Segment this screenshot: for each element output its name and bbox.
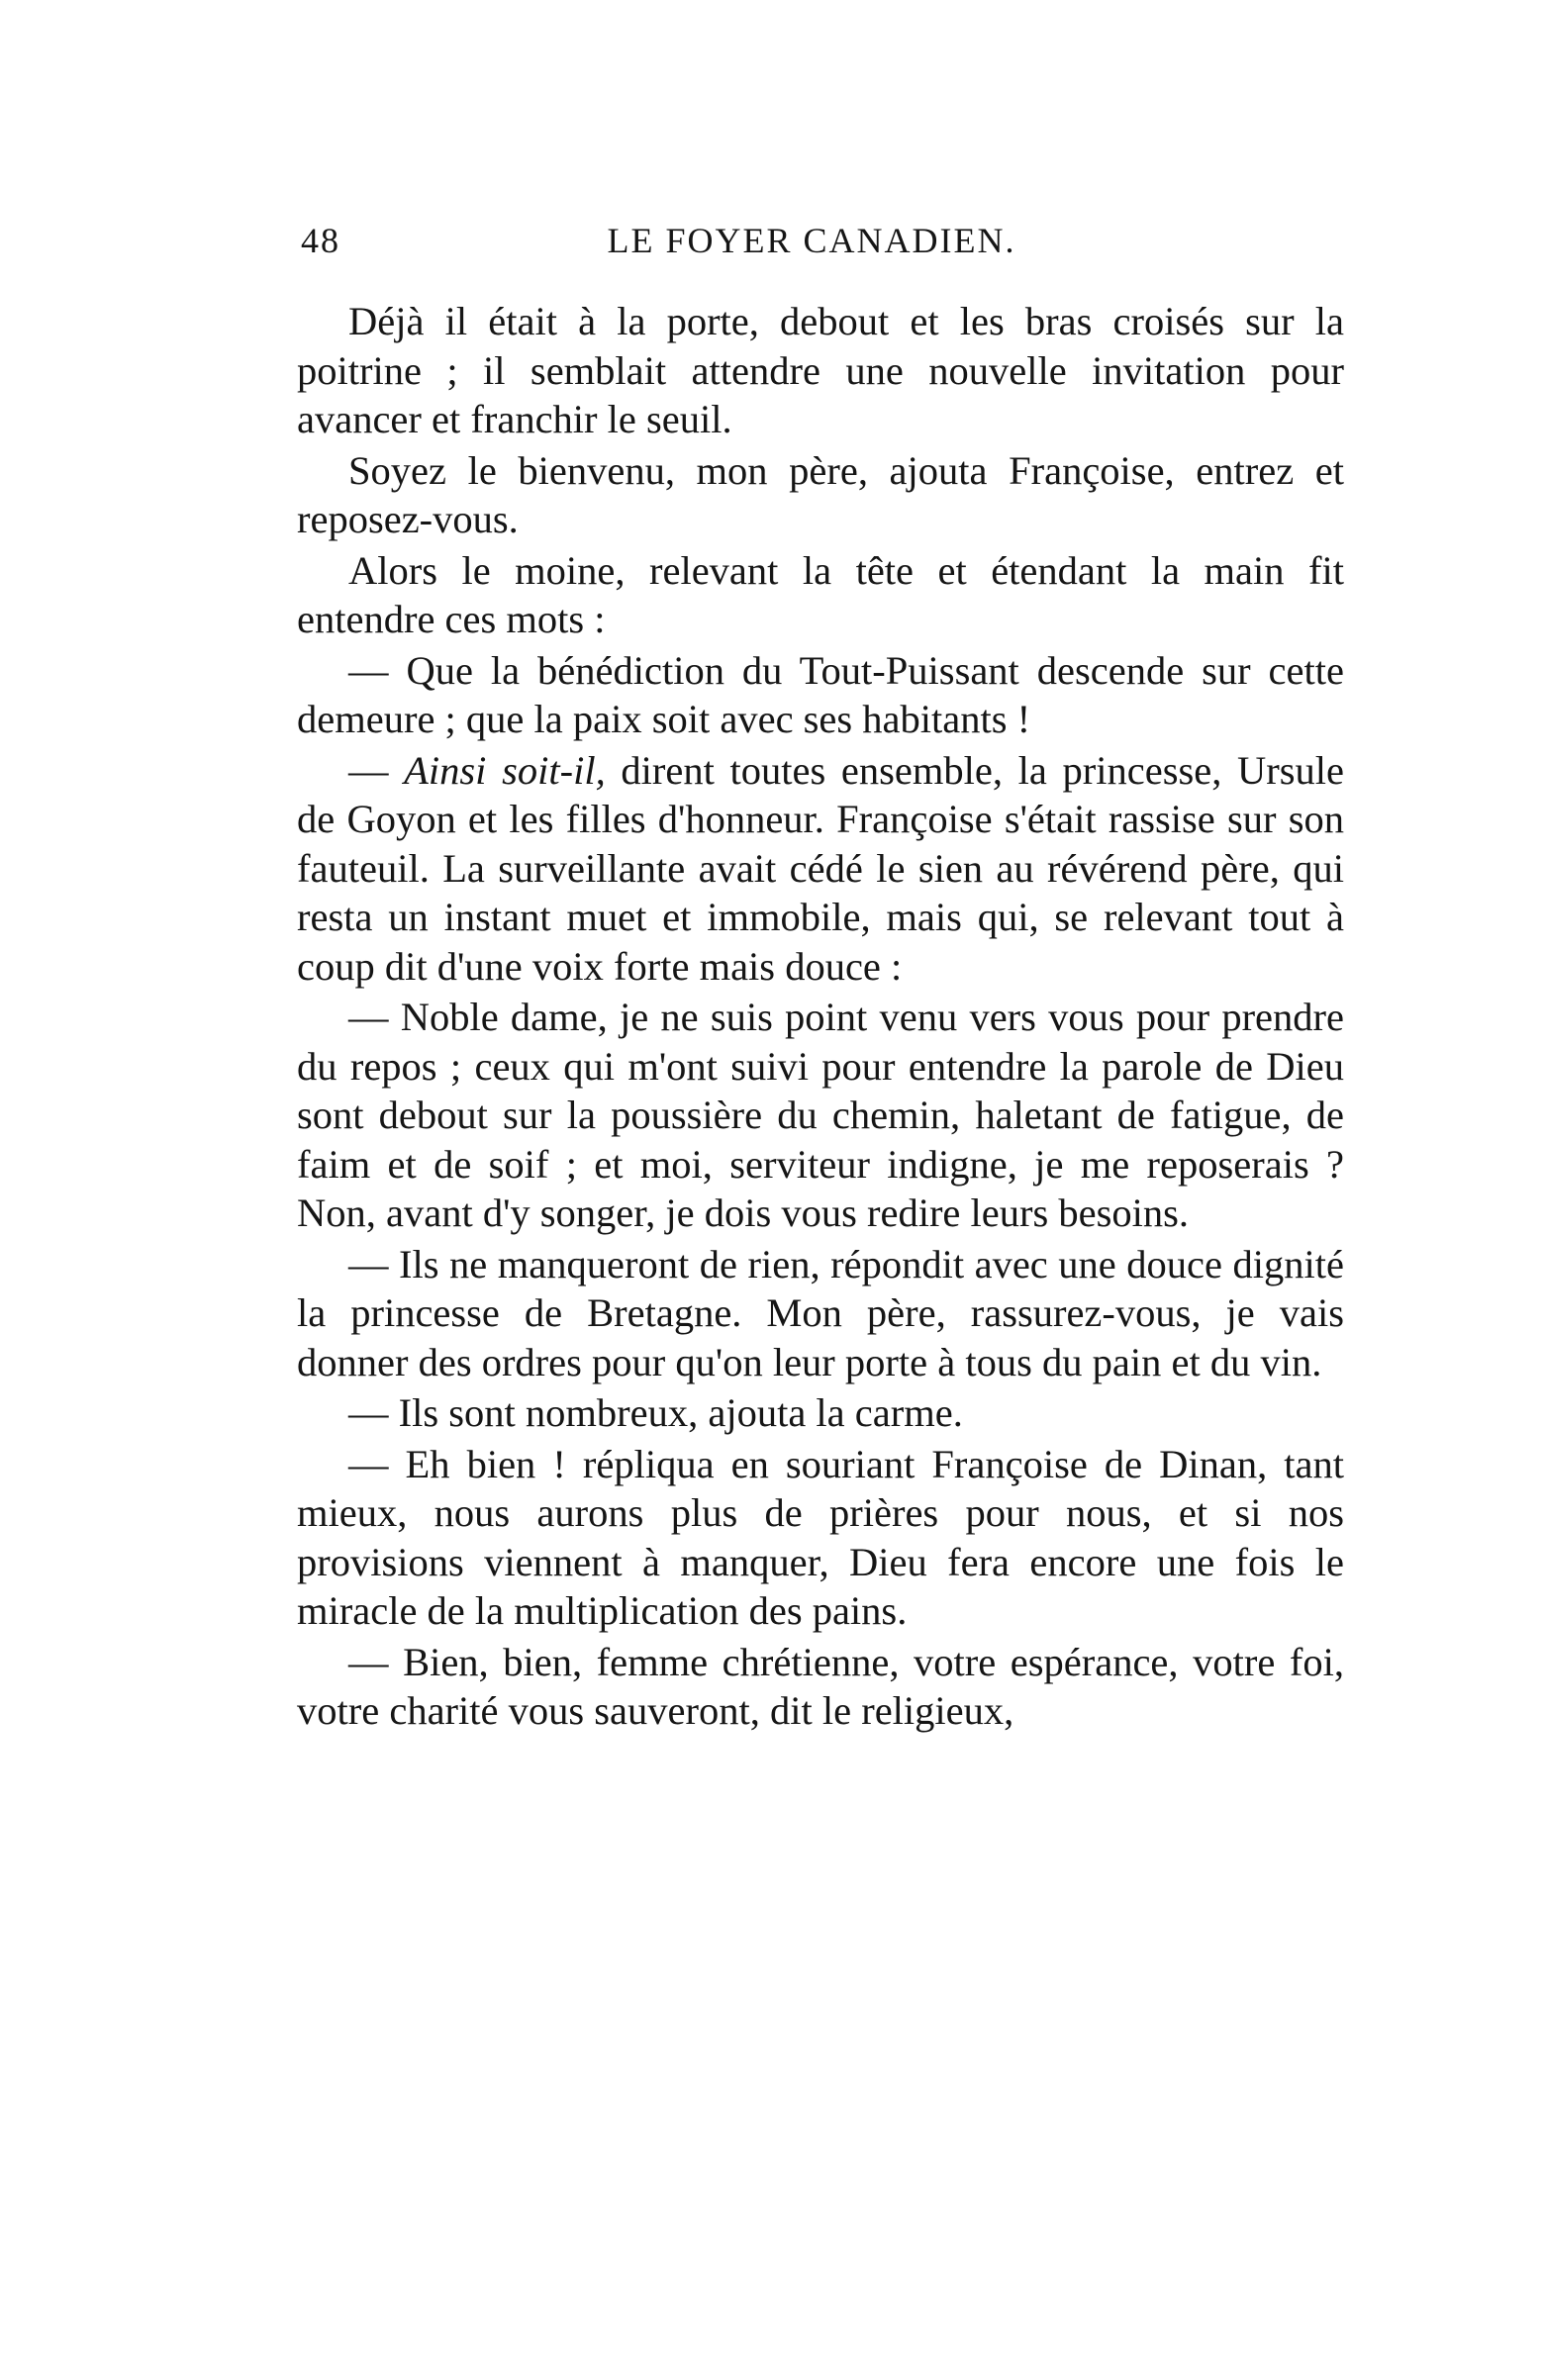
- paragraph: — Que la bénédiction du Tout-Puissant descende sur cette demeure ; que la paix soit avec ses habitants !: [297, 647, 1344, 741]
- dash-lead: —: [348, 747, 405, 793]
- running-head: [297, 220, 1326, 269]
- paragraph-rest: dirent toutes ensemble, la princesse, Ursule de Goyon et les filles d'honneur. Françoise s'était rassise sur son fauteuil. La surveillante avait cédé le sien au révérend père, qui resta un instant muet et immobile, mais qui, se relevant tout à coup dit d'une voix forte mais douce :: [297, 747, 1345, 989]
- paragraph: [297, 746, 1344, 992]
- paragraph: — Ils sont nombreux, ajouta la carme.: [348, 1390, 963, 1435]
- page-number: 48: [301, 221, 340, 260]
- paragraph: — Ils ne manqueront de rien, répondit avec une douce dignité la princesse de Bretagne. Mon père, rassurez-vous, je vais donner des ordres pour qu'on leur porte à tous du pain et du vin.: [297, 1241, 1344, 1384]
- paragraph: Déjà il était à la porte, debout et les bras croisés sur la poitrine ; il semblait attendre une nouvelle invitation pour avancer et franchir le seuil.: [297, 299, 1344, 441]
- paragraph: — Noble dame, je ne suis point venu vers vous pour prendre du repos ; ceux qui m'ont suivi pour entendre la parole de Dieu sont debout sur la poussière du chemin, haletant de fatigue, de faim et de soif ; et moi, serviteur indigne, je me reposerais ? Non, avant d'y songer, je dois vous redire leurs besoins.: [297, 995, 1344, 1235]
- paragraph: — Bien, bien, femme chrétienne, votre espérance, votre foi, votre charité vous sauveront, dit le religieux,: [297, 1639, 1344, 1733]
- running-title: LE FOYER CANADIEN.: [607, 221, 1016, 260]
- italic-phrase: Ainsi soit-il,: [404, 747, 606, 793]
- body-text: [297, 297, 1344, 1738]
- paragraph: Soyez le bienvenu, mon père, ajouta Françoise, entrez et reposez-vous.: [297, 447, 1344, 541]
- paragraph: Alors le moine, relevant la tête et étendant la main fit entendre ces mots :: [297, 547, 1344, 641]
- paragraph: — Eh bien ! répliqua en souriant Françoise de Dinan, tant mieux, nous aurons plus de prières pour nous, et si nos provisions viennent à manquer, Dieu fera encore une fois le miracle de la multiplication des pains.: [297, 1441, 1344, 1633]
